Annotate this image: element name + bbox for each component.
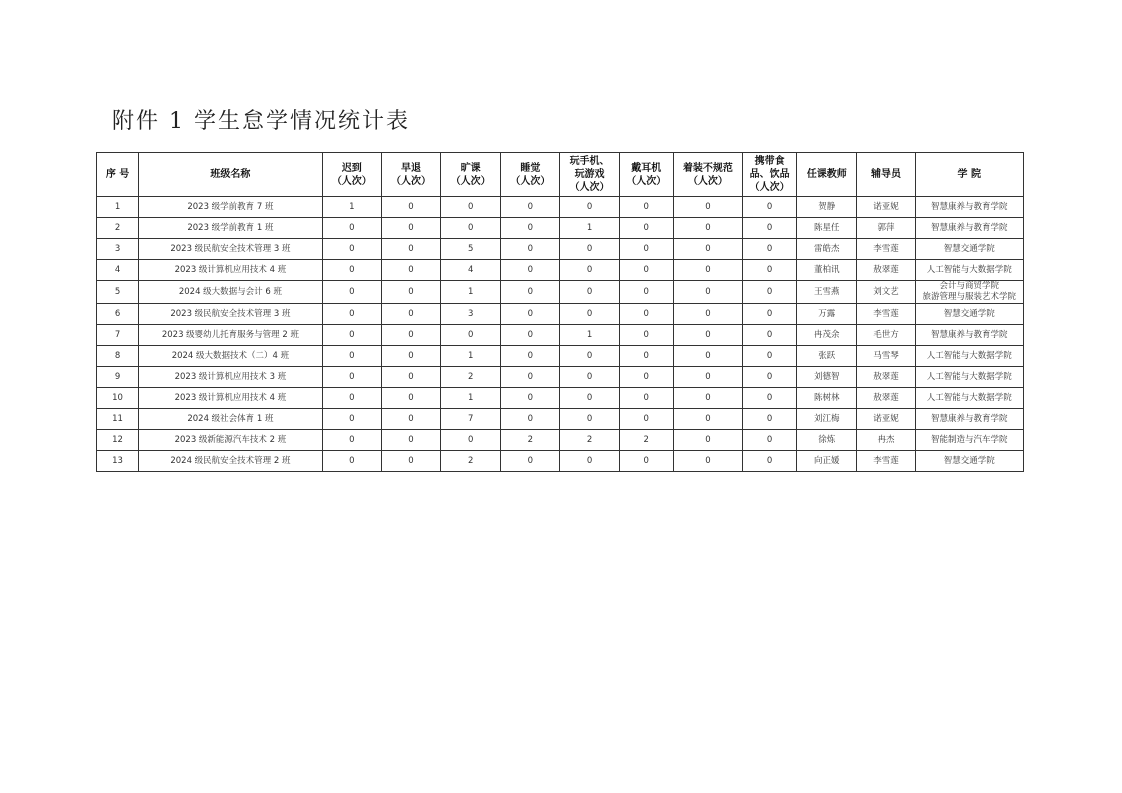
- table-cell: 0: [619, 346, 673, 367]
- table-cell: 0: [743, 325, 797, 346]
- table-cell: 0: [441, 325, 501, 346]
- table-cell: 0: [743, 367, 797, 388]
- table-cell: 王雪燕: [797, 281, 857, 304]
- table-cell: 1: [322, 197, 381, 218]
- table-cell: 0: [501, 304, 560, 325]
- table-cell: 0: [441, 218, 501, 239]
- table-cell: 陈星任: [797, 218, 857, 239]
- table-cell: 0: [673, 239, 742, 260]
- table-cell: 1: [441, 281, 501, 304]
- table-cell: 0: [743, 218, 797, 239]
- table-cell: 0: [381, 304, 440, 325]
- table-cell: 诺亚妮: [857, 409, 915, 430]
- table-cell: 敖翠莲: [857, 367, 915, 388]
- column-header-line: 旷课: [460, 162, 481, 174]
- table-cell: 0: [673, 218, 742, 239]
- column-header: [797, 153, 857, 197]
- table-cell: 人工智能与大数据学院: [915, 346, 1023, 367]
- table-cell: 1: [560, 325, 619, 346]
- table-cell: 7: [97, 325, 139, 346]
- column-header-line: 辅导员: [871, 169, 901, 180]
- column-header-line: 任课教师: [806, 169, 847, 180]
- column-header-line: （人次）: [450, 175, 491, 187]
- table-row: [97, 239, 1024, 260]
- column-header: [560, 153, 619, 197]
- table-row: [97, 367, 1024, 388]
- table-cell: 0: [381, 451, 440, 472]
- column-header-line: （人次）: [626, 175, 667, 187]
- table-cell: 2023 级计算机应用技术 3 班: [139, 367, 323, 388]
- table-cell: 0: [619, 304, 673, 325]
- column-header-line: 学 院: [957, 169, 982, 180]
- table-row: [97, 346, 1024, 367]
- table-cell: 2023 级婴幼儿托育服务与管理 2 班: [139, 325, 323, 346]
- table-cell: 0: [673, 346, 742, 367]
- table-cell: 智能制造与汽车学院: [915, 430, 1023, 451]
- table-cell: 智慧康养与教育学院: [915, 325, 1023, 346]
- table-cell: 冉茂余: [797, 325, 857, 346]
- column-header: [97, 153, 139, 197]
- table-cell: 0: [673, 430, 742, 451]
- table-cell: 0: [560, 304, 619, 325]
- table-cell: 0: [743, 388, 797, 409]
- table-cell: 毛世方: [857, 325, 915, 346]
- table-cell: 13: [97, 451, 139, 472]
- table-cell: 0: [743, 409, 797, 430]
- column-header-line: 玩手机、: [569, 156, 610, 167]
- table-cell: 0: [560, 409, 619, 430]
- table-cell: 0: [322, 218, 381, 239]
- table-cell: 万露: [797, 304, 857, 325]
- column-header-line: 戴耳机: [631, 162, 662, 174]
- table-cell: 0: [560, 451, 619, 472]
- column-header: [743, 153, 797, 197]
- table-cell: 2: [441, 451, 501, 472]
- table-cell: 0: [322, 304, 381, 325]
- table-cell: 5: [97, 281, 139, 304]
- table-row: [97, 304, 1024, 325]
- column-header-line: （人次）: [687, 175, 728, 187]
- table-cell: 0: [322, 451, 381, 472]
- column-header: [441, 153, 501, 197]
- table-cell: 0: [381, 388, 440, 409]
- table-row: [97, 409, 1024, 430]
- table-cell: 0: [560, 197, 619, 218]
- table-cell: 0: [322, 388, 381, 409]
- table-cell: 0: [743, 260, 797, 281]
- table-cell: 0: [619, 218, 673, 239]
- column-header-line: （人次）: [749, 182, 790, 193]
- absence-statistics-table: [96, 152, 1024, 472]
- table-cell: 李雪莲: [857, 239, 915, 260]
- table-cell: 9: [97, 367, 139, 388]
- table-cell: 0: [619, 281, 673, 304]
- table-cell: 智慧康养与教育学院: [915, 197, 1023, 218]
- table-cell: 人工智能与大数据学院: [915, 260, 1023, 281]
- table-cell: 10: [97, 388, 139, 409]
- column-header-line: （人次）: [331, 175, 372, 187]
- table-cell: 2023 级学前教育 1 班: [139, 218, 323, 239]
- table-cell: 0: [673, 388, 742, 409]
- table-cell: 0: [501, 388, 560, 409]
- table-cell: 敖翠莲: [857, 388, 915, 409]
- table-cell: 0: [560, 281, 619, 304]
- table-cell: 冉杰: [857, 430, 915, 451]
- table-row: [97, 197, 1024, 218]
- table-cell: 向正媛: [797, 451, 857, 472]
- table-cell: 0: [322, 325, 381, 346]
- table-cell: 0: [381, 325, 440, 346]
- column-header-line: （人次）: [510, 175, 551, 187]
- column-header-line: 着装不规范: [682, 162, 733, 174]
- table-cell: 0: [560, 346, 619, 367]
- table-cell: 3: [97, 239, 139, 260]
- table-cell: 0: [322, 239, 381, 260]
- table-cell: 0: [381, 430, 440, 451]
- table-cell: 智慧康养与教育学院: [915, 218, 1023, 239]
- table-cell: 0: [673, 409, 742, 430]
- table-cell: 0: [381, 260, 440, 281]
- table-cell: 0: [673, 325, 742, 346]
- table-cell: 2024 级大数据技术（二）4 班: [139, 346, 323, 367]
- column-header-line: 序 号: [105, 169, 130, 180]
- table-cell: 刘江梅: [797, 409, 857, 430]
- table-cell: 0: [381, 218, 440, 239]
- table-cell: 智慧交通学院: [915, 304, 1023, 325]
- table-cell: 0: [381, 239, 440, 260]
- table-cell: 3: [441, 304, 501, 325]
- table-cell: 0: [322, 367, 381, 388]
- table-cell: 0: [441, 430, 501, 451]
- column-header: [322, 153, 381, 197]
- table-cell: 2023 级民航安全技术管理 3 班: [139, 239, 323, 260]
- table-cell: 2: [441, 367, 501, 388]
- table-cell: 0: [322, 260, 381, 281]
- table-cell: 刘文艺: [857, 281, 915, 304]
- table-cell: 0: [743, 239, 797, 260]
- table-cell: 0: [501, 281, 560, 304]
- table-cell: 0: [619, 409, 673, 430]
- table-row: [97, 430, 1024, 451]
- table-cell: 2023 级计算机应用技术 4 班: [139, 260, 323, 281]
- column-header-line: （人次）: [391, 175, 431, 187]
- table-cell: 董柏讯: [797, 260, 857, 281]
- table-cell: 0: [501, 346, 560, 367]
- table-cell: 0: [322, 281, 381, 304]
- table-cell: 0: [501, 451, 560, 472]
- table-cell: 李雪莲: [857, 451, 915, 472]
- table-cell: 0: [619, 325, 673, 346]
- table-cell: 1: [97, 197, 139, 218]
- table-cell: 0: [501, 260, 560, 281]
- table-row: [97, 325, 1024, 346]
- table-cell: 0: [743, 451, 797, 472]
- column-header-line: 玩游戏: [574, 169, 605, 180]
- table-cell: 人工智能与大数据学院: [915, 367, 1023, 388]
- table-row: [97, 451, 1024, 472]
- column-header-line: 班级名称: [210, 169, 251, 180]
- table-cell: 0: [381, 409, 440, 430]
- column-header-line: 携带食: [754, 156, 785, 167]
- table-cell: 0: [619, 451, 673, 472]
- table-cell: 0: [560, 367, 619, 388]
- table-cell: 0: [673, 367, 742, 388]
- table-cell: 0: [743, 197, 797, 218]
- column-header-line: 品、饮品: [749, 169, 790, 180]
- table-cell: 0: [441, 197, 501, 218]
- page-title: 附件 1 学生怠学情况统计表: [112, 109, 410, 134]
- column-header: [915, 153, 1023, 197]
- table-cell: 贺静: [797, 197, 857, 218]
- table-cell: 0: [743, 281, 797, 304]
- table-cell: 1: [441, 388, 501, 409]
- table-cell: 0: [381, 367, 440, 388]
- table-cell: 2024 级民航安全技术管理 2 班: [139, 451, 323, 472]
- table-cell: 2023 级新能源汽车技术 2 班: [139, 430, 323, 451]
- table-cell: 智慧交通学院: [915, 451, 1023, 472]
- table-cell: 0: [322, 430, 381, 451]
- table-cell: 0: [673, 197, 742, 218]
- table-cell: 2: [97, 218, 139, 239]
- table-cell: 5: [441, 239, 501, 260]
- table-cell: 2: [501, 430, 560, 451]
- table-cell: 2024 级大数据与会计 6 班: [139, 281, 323, 304]
- column-header-line: 早退: [401, 162, 421, 174]
- table-cell: 0: [743, 346, 797, 367]
- table-cell: 0: [501, 197, 560, 218]
- table-cell: 0: [501, 409, 560, 430]
- table-cell: 0: [619, 388, 673, 409]
- table-cell: 0: [501, 218, 560, 239]
- table-cell: 马雪琴: [857, 346, 915, 367]
- table-cell: 李雪莲: [857, 304, 915, 325]
- table-row: [97, 260, 1024, 281]
- table-cell: 0: [619, 197, 673, 218]
- table-cell: 智慧康养与教育学院: [915, 409, 1023, 430]
- table-cell: 0: [560, 260, 619, 281]
- table-cell: 11: [97, 409, 139, 430]
- column-header: [381, 153, 440, 197]
- table-cell: 2023 级学前教育 7 班: [139, 197, 323, 218]
- column-header: [501, 153, 560, 197]
- table-cell: 4: [97, 260, 139, 281]
- table-cell: 徐炼: [797, 430, 857, 451]
- table-row: [97, 281, 1024, 304]
- table-cell: 2023 级民航安全技术管理 3 班: [139, 304, 323, 325]
- table-cell: 0: [501, 325, 560, 346]
- table-cell: 敖翠莲: [857, 260, 915, 281]
- table-cell: 0: [501, 367, 560, 388]
- column-header-line: （人次）: [569, 182, 610, 193]
- table-cell: 2023 级计算机应用技术 4 班: [139, 388, 323, 409]
- table-cell: 1: [560, 218, 619, 239]
- table-row: [97, 388, 1024, 409]
- table-cell: 0: [743, 304, 797, 325]
- table-cell: 0: [673, 260, 742, 281]
- table-cell: 会计与商贸学院 旅游管理与服装艺术学院: [915, 281, 1023, 304]
- table-cell: 诺亚妮: [857, 197, 915, 218]
- table-cell: 8: [97, 346, 139, 367]
- table-cell: 2: [560, 430, 619, 451]
- table-cell: 陈树林: [797, 388, 857, 409]
- column-header: [857, 153, 915, 197]
- table-cell: 0: [322, 409, 381, 430]
- table-cell: 0: [673, 304, 742, 325]
- table-cell: 0: [619, 239, 673, 260]
- table-cell: 0: [560, 388, 619, 409]
- table-cell: 雷皓杰: [797, 239, 857, 260]
- table-cell: 郭萍: [857, 218, 915, 239]
- column-header-line: 迟到: [341, 162, 362, 174]
- table-cell: 1: [441, 346, 501, 367]
- column-header: [139, 153, 323, 197]
- column-header: [619, 153, 673, 197]
- table-cell: 7: [441, 409, 501, 430]
- table-cell: 智慧交通学院: [915, 239, 1023, 260]
- table-cell: 0: [673, 451, 742, 472]
- table-cell: 人工智能与大数据学院: [915, 388, 1023, 409]
- table-row: [97, 218, 1024, 239]
- column-header: [673, 153, 742, 197]
- table-cell: 0: [673, 281, 742, 304]
- column-header-line: 睡觉: [520, 162, 541, 174]
- table-cell: 刘德智: [797, 367, 857, 388]
- table-cell: 0: [322, 346, 381, 367]
- table-cell: 12: [97, 430, 139, 451]
- table-body: [97, 197, 1024, 472]
- table-cell: 0: [381, 346, 440, 367]
- table-cell: 4: [441, 260, 501, 281]
- table-cell: 0: [743, 430, 797, 451]
- table-cell: 2024 级社会体育 1 班: [139, 409, 323, 430]
- table-cell: 2: [619, 430, 673, 451]
- table-cell: 0: [381, 281, 440, 304]
- table-header-row: [97, 153, 1024, 197]
- table-cell: 0: [501, 239, 560, 260]
- table-cell: 0: [560, 239, 619, 260]
- table-cell: 0: [619, 260, 673, 281]
- table-cell: 0: [619, 367, 673, 388]
- table-cell: 0: [381, 197, 440, 218]
- table-cell: 6: [97, 304, 139, 325]
- table-cell: 张跃: [797, 346, 857, 367]
